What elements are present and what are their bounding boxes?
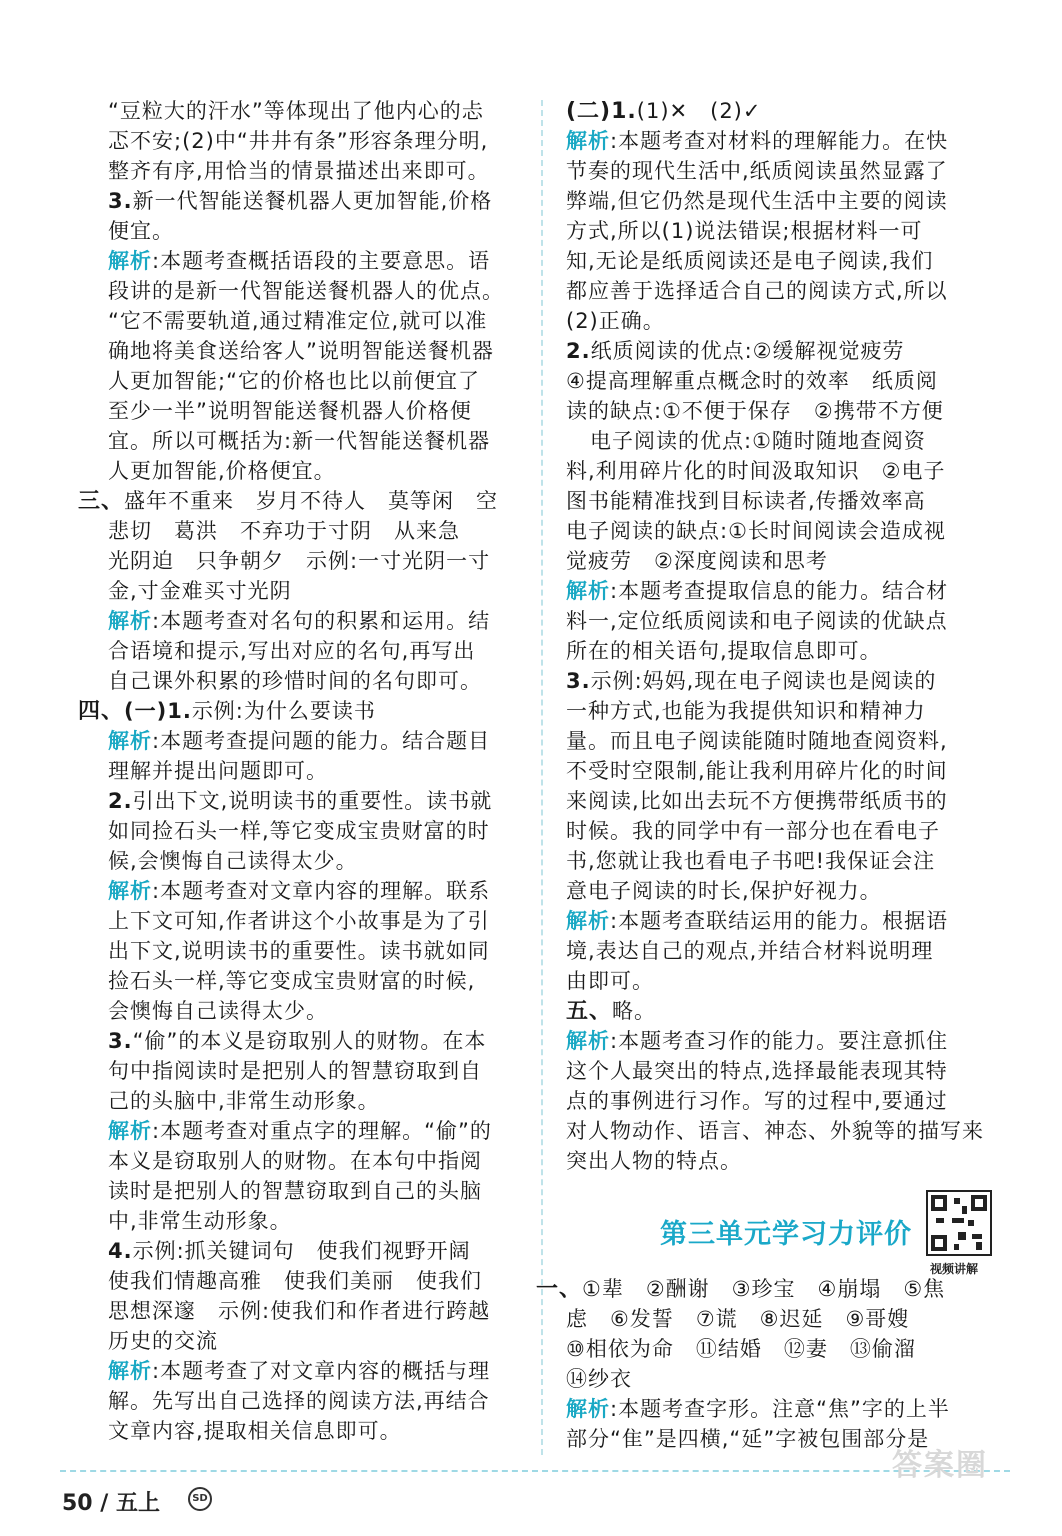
text-line: 读时是把别人的智慧窃取到自己的头脑 [108, 1179, 482, 1203]
text-line: 上下文可知,作者讲这个小故事是为了引 [108, 909, 490, 933]
explanation-text: :本题考查字形。注意“焦”字的上半 [610, 1397, 950, 1421]
text-line: 便宜。 [108, 219, 174, 243]
section-4 [78, 696, 520, 726]
question-number: 3. [108, 1029, 133, 1053]
question-number: 3. [108, 189, 133, 213]
right-column [566, 96, 1002, 1176]
explanation-text: :本题考查对名句的积累和运用。结 [152, 609, 491, 633]
answer-3b [108, 1026, 520, 1056]
watermark: 答案圈 [892, 1448, 988, 1483]
section-5 [566, 996, 1002, 1026]
text-line: 来阅读,比如出去玩不方便携带纸质书的 [566, 789, 948, 813]
analysis-tag: 解析 [108, 879, 152, 903]
text-line: 方式,所以(1)说法错误;根据材料一可 [566, 219, 923, 243]
question-number: 2. [566, 339, 591, 363]
text-line: 会懊悔自己读得太少。 [108, 999, 328, 1023]
sd-badge-icon: SD [188, 1487, 212, 1511]
text-line: 电子阅读的缺点:①长时间阅读会造成视 [566, 519, 946, 543]
text-line: ④提高理解重点概念时的效率 纸质阅 [566, 369, 938, 393]
explanation-text: :本题考查提问题的能力。结合题目 [152, 729, 491, 753]
text-line: 时候。我的同学中有一部分也在看电子 [566, 819, 940, 843]
text-line: 中,非常生动形象。 [108, 1209, 292, 1233]
text-line: 忑不安;(2)中“井井有条”形容条理分明, [108, 129, 489, 153]
analysis-tag: 解析 [566, 579, 610, 603]
text-line: ⑭纱衣 [566, 1367, 632, 1391]
analysis-tag: 解析 [566, 1397, 610, 1421]
answer-3 [566, 666, 1002, 696]
text-line: 突出人物的特点。 [566, 1149, 742, 1173]
section-text: 略。 [612, 999, 657, 1023]
text-line: 段讲的是新一代智能送餐机器人的优点。 [108, 279, 504, 303]
part-2-heading [566, 96, 1002, 126]
text-line: 不受时空限制,能让我利用碎片化的时间 [566, 759, 948, 783]
question-number: 3. [566, 669, 591, 693]
column-divider [541, 100, 543, 1455]
qr-label: 视频讲解 [930, 1262, 979, 1276]
analysis-tag: 解析 [108, 1119, 152, 1143]
answer-text: 引出下文,说明读书的重要性。读书就 [132, 789, 493, 813]
answer-4 [108, 1236, 520, 1266]
explanation [566, 906, 1002, 936]
text-line: 捡石头一样,等它变成宝贵财富的时候, [108, 969, 476, 993]
section-text: ①辈 ②酬谢 ③珍宝 ④崩塌 ⑤焦 [582, 1277, 946, 1301]
question-number: 4. [108, 1239, 133, 1263]
text-line: 己的头脑中,非常生动形象。 [108, 1089, 380, 1113]
text-line: 虑 ⑥发誓 ⑦谎 ⑧迟延 ⑨哥嫂 [566, 1307, 910, 1331]
section-number: 四、 [78, 699, 125, 724]
explanation [566, 1026, 1002, 1056]
section-number: 五、 [566, 999, 613, 1024]
answer-text: 示例:妈妈,现在电子阅读也是阅读的 [590, 669, 937, 693]
explanation [566, 1394, 1002, 1424]
explanation-text: :本题考查习作的能力。要注意抓住 [610, 1029, 949, 1053]
left-column [78, 96, 520, 1446]
text-line: (2)正确。 [566, 309, 665, 333]
section-text: 示例:为什么要读书 [191, 699, 376, 723]
text-line: 点的事例进行习作。写的过程中,要通过 [566, 1089, 948, 1113]
text-line: 思想深邃 示例:使我们和作者进行跨越 [108, 1299, 491, 1323]
text-line: 弊端,但它仍然是现代生活中主要的阅读 [566, 189, 948, 213]
text-line: 所在的相关语句,提取信息即可。 [566, 639, 882, 663]
text-line: 人更加智能,价格便宜。 [108, 459, 336, 483]
section-3 [78, 486, 520, 516]
text-line: 整齐有序,用恰当的情景描述出来即可。 [108, 159, 490, 183]
unit-title: 第三单元学习力评价 [660, 1219, 912, 1250]
analysis-tag: 解析 [566, 129, 610, 153]
page-number: 50 / 五上 [62, 1491, 160, 1516]
text-line: 意电子阅读的时长,保护好视力。 [566, 879, 882, 903]
text-line: 量。而且电子阅读能随时随地查阅资料, [566, 729, 948, 753]
section-number: 三、 [78, 489, 125, 514]
analysis-tag: 解析 [108, 1359, 152, 1383]
explanation [108, 1116, 520, 1146]
text-line: 悲切 葛洪 不弃功于寸阴 从来急 [108, 519, 460, 543]
analysis-tag: 解析 [108, 249, 152, 273]
text-line: 境,表达自己的观点,并结合材料说明理 [566, 939, 934, 963]
explanation-text: :本题考查概括语段的主要意思。语 [152, 249, 491, 273]
text-line: 料,利用碎片化的时间汲取知识 ②电子 [566, 459, 946, 483]
explanation-text: :本题考查对重点字的理解。“偷”的 [152, 1119, 492, 1143]
text-line: 觉疲劳 ②深度阅读和思考 [566, 549, 828, 573]
text-line: 对人物动作、语言、神态、外貌等的描写来 [566, 1119, 984, 1143]
text-line: 本义是窃取别人的财物。在本句中指阅 [108, 1149, 482, 1173]
text-line: 历史的交流 [108, 1329, 218, 1353]
sub-heading: (一)1. [124, 699, 192, 723]
text-line: 如同捡石头一样,等它变成宝贵财富的时 [108, 819, 490, 843]
answer-text: 示例:抓关键词句 使我们视野开阔 [132, 1239, 471, 1263]
text-line: 确地将美食送给客人”说明智能送餐机器 [108, 339, 494, 363]
text-line: 部分“隹”是四横,“延”字被包围部分是 [566, 1427, 930, 1451]
explanation-text: :本题考查联结运用的能力。根据语 [610, 909, 949, 933]
answer-text: “偷”的本义是窃取别人的财物。在本 [132, 1029, 487, 1053]
explanation [108, 606, 520, 636]
text-line: 书,您就让我也看电子书吧!我保证会注 [566, 849, 936, 873]
text-line: 至少一半”说明智能送餐机器人价格便 [108, 399, 472, 423]
text-line: 出下文,说明读书的重要性。读书就如同 [108, 939, 490, 963]
analysis-tag: 解析 [566, 1029, 610, 1053]
text-line: 自己课外积累的珍惜时间的名句即可。 [108, 669, 482, 693]
analysis-tag: 解析 [566, 909, 610, 933]
text-line: “豆粒大的汗水”等体现出了他内心的忐 [108, 99, 484, 123]
explanation [108, 1356, 520, 1386]
footer-divider [60, 1470, 1010, 1472]
text-line: 一种方式,也能为我提供知识和精神力 [566, 699, 926, 723]
explanation [566, 126, 1002, 156]
text-line: 理解并提出问题即可。 [108, 759, 328, 783]
explanation [108, 876, 520, 906]
text-line: 料一,定位纸质阅读和电子阅读的优缺点 [566, 609, 948, 633]
text-line: 解。先写出自己选择的阅读方法,再结合 [108, 1389, 490, 1413]
text-line: 节奏的现代生活中,纸质阅读虽然显露了 [566, 159, 948, 183]
explanation-text: :本题考查了对文章内容的概括与理 [152, 1359, 491, 1383]
text-line: 句中指阅读时是把别人的智慧窃取到自 [108, 1059, 482, 1083]
section-number: 一、 [536, 1277, 583, 1302]
answer-2 [566, 336, 1002, 366]
text-line: 读的缺点:①不便于保存 ②携带不方便 [566, 399, 944, 423]
text-line: 人更加智能;“它的价格也比以前便宜了 [108, 369, 480, 393]
text-line: 由即可。 [566, 969, 654, 993]
qr-code-icon[interactable] [926, 1190, 992, 1256]
answer-text: 纸质阅读的优点:②缓解视觉疲劳 [590, 339, 905, 363]
text-line: 电子阅读的优点:①随时随地查阅资 [590, 429, 926, 453]
answer-3 [108, 186, 520, 216]
text-line: ⑩相依为命 ⑪结婚 ⑫妻 ⑬偷溜 [566, 1337, 916, 1361]
analysis-tag: 解析 [108, 609, 152, 633]
question-number: 2. [108, 789, 133, 813]
analysis-tag: 解析 [108, 729, 152, 753]
section-text: 盛年不重来 岁月不待人 莫等闲 空 [124, 489, 499, 513]
text-line: 都应善于选择适合自己的阅读方式,所以 [566, 279, 948, 303]
explanation-text: :本题考查对文章内容的理解。联系 [152, 879, 491, 903]
answer-2 [108, 786, 520, 816]
explanation [108, 726, 520, 756]
text-line: 图书能精准找到目标读者,传播效率高 [566, 489, 926, 513]
answer-text: (1)✕ (2)✓ [636, 99, 762, 123]
explanation [566, 576, 1002, 606]
explanation-text: :本题考查提取信息的能力。结合材 [610, 579, 949, 603]
text-line: 宜。所以可概括为:新一代智能送餐机器 [108, 429, 491, 453]
text-line: 光阴迫 只争朝夕 示例:一寸光阴一寸 [108, 549, 491, 573]
explanation [108, 246, 520, 276]
text-line: 候,会懊悔自己读得太少。 [108, 849, 358, 873]
section-1 [536, 1274, 1002, 1304]
answer-text: 新一代智能送餐机器人更加智能,价格 [132, 189, 493, 213]
text-line: 知,无论是纸质阅读还是电子阅读,我们 [566, 249, 934, 273]
text-line: 金,寸金难买寸光阴 [108, 579, 292, 603]
text-line: 这个人最突出的特点,选择最能表现其特 [566, 1059, 948, 1083]
explanation-text: :本题考查对材料的理解能力。在快 [610, 129, 949, 153]
sub-heading: (二)1. [566, 99, 637, 124]
text-line: 合语境和提示,写出对应的名句,再写出 [108, 639, 476, 663]
unit-3-answers [536, 1274, 1002, 1454]
text-line: “它不需要轨道,通过精准定位,就可以准 [108, 309, 488, 333]
text-line: 使我们情趣高雅 使我们美丽 使我们 [108, 1269, 482, 1293]
text-line: 文章内容,提取相关信息即可。 [108, 1419, 402, 1443]
